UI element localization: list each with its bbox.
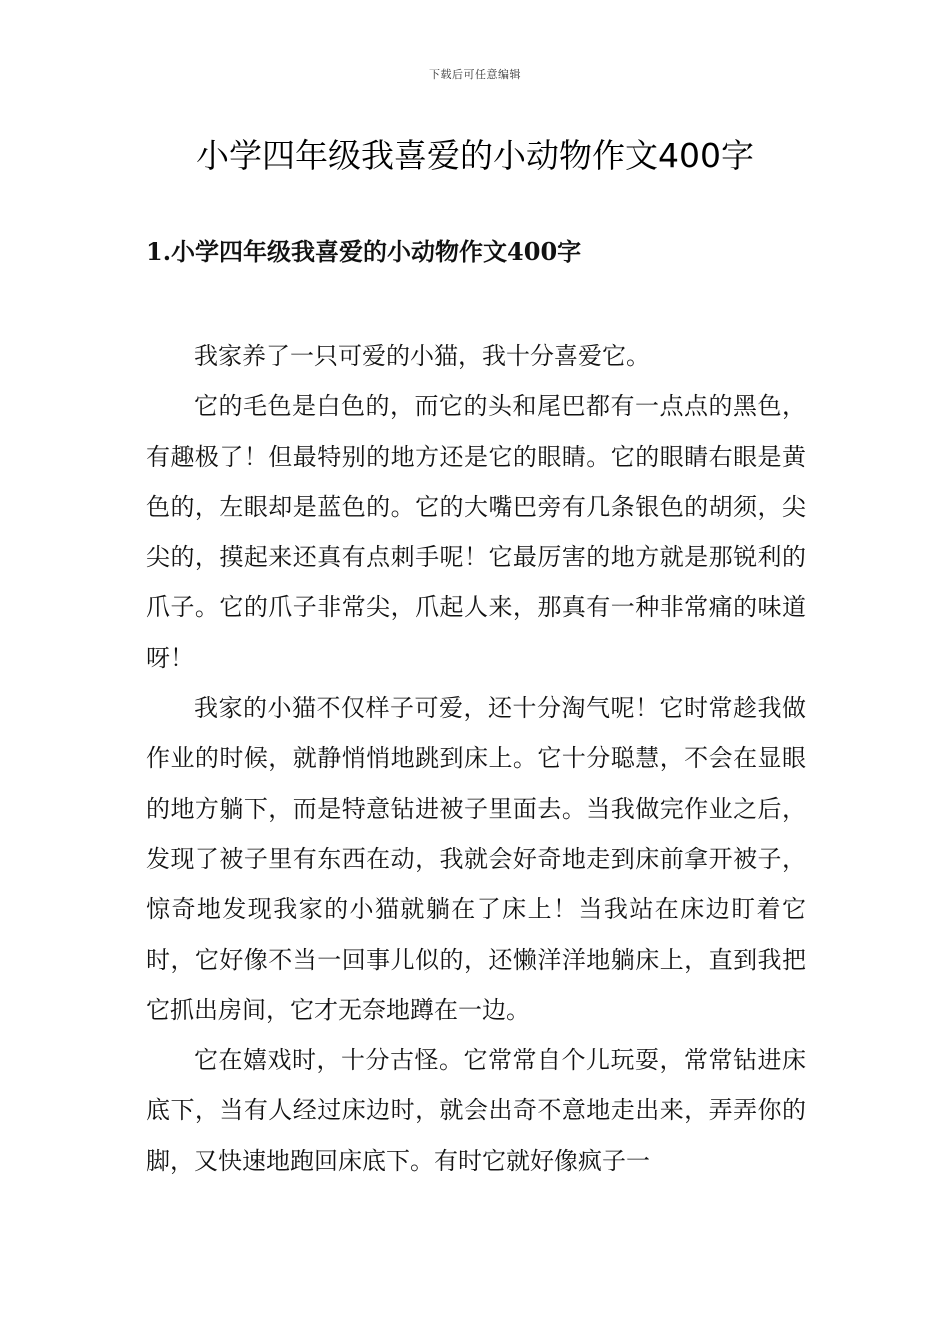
essay-body: [146, 331, 806, 1186]
paragraph-1: 我家养了一只可爱的小猫，我十分喜爱它。: [194, 342, 650, 370]
section-heading: 1.小学四年级我喜爱的小动物作文400字: [146, 237, 582, 266]
paragraph-3: 我家的小猫不仅样子可爱，还十分淘气呢！它时常趁我做作业的时候，就静悄悄地跳到床上。它十分聪慧，不会在显眼的地方躺下，而是特意钻进被子里面去。当我做完作业之后，发现了被子里有东西在动，我就会好奇地走到床前拿开被子，惊奇地发现我家的小猫就躺在了床上！当我站在床边盯着它时，它好像不当一回事儿似的，还懒洋洋地躺床上，直到我把它抓出房间，它才无奈地蹲在一边。: [146, 694, 806, 1024]
document-title: 小学四年级我喜爱的小动物作文400字: [196, 136, 754, 175]
header-note: 下载后可任意编辑: [429, 68, 521, 81]
paragraph-4: 它在嬉戏时，十分古怪。它常常自个儿玩耍，常常钻进床底下，当有人经过床边时，就会出奇不意地走出来，弄弄你的脚，又快速地跑回床底下。有时它就好像疯子一: [146, 1046, 806, 1175]
paragraph-2: 它的毛色是白色的，而它的头和尾巴都有一点点的黑色，有趣极了！但最特别的地方还是它的眼睛。它的眼睛右眼是黄色的，左眼却是蓝色的。它的大嘴巴旁有几条银色的胡须，尖尖的，摸起来还真有点刺手呢！它最厉害的地方就是那锐利的爪子。它的爪子非常尖，爪起人来，那真有一种非常痛的味道呀！: [146, 392, 806, 672]
